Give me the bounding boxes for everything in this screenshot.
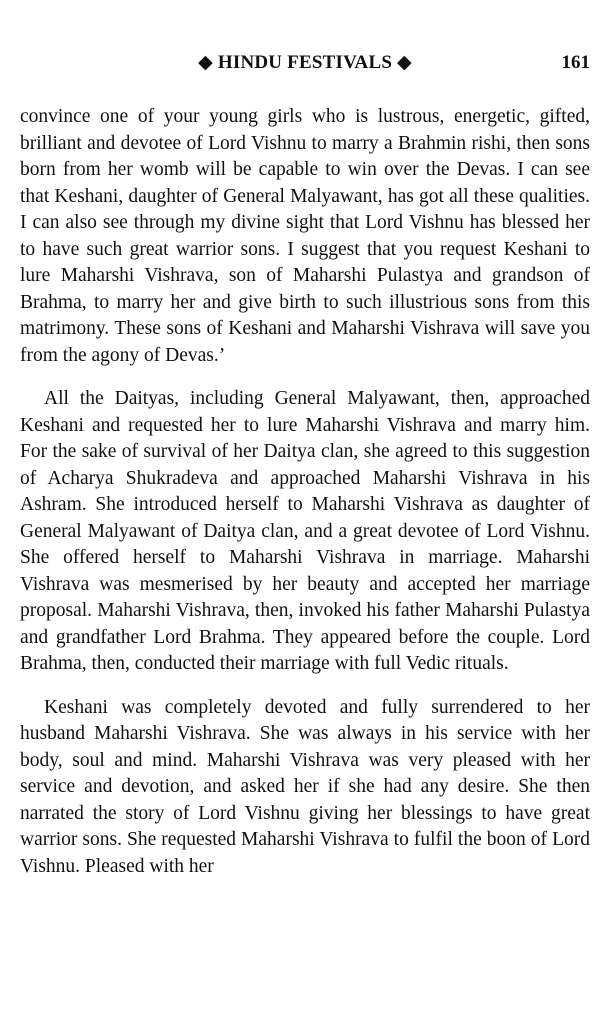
running-header <box>20 50 590 76</box>
paragraph: All the Daityas, including General Malyawant, then, approached Keshani and requested her to lure Maharshi Vishrava and marry him. For the sake of survival of her Daitya clan, she agreed to this suggestion of Acharya Shukradeva and approached Maharshi Vishrava in his Ashram. She introduced herself to Maharshi Vishrava as daughter of General Malyawant of Daitya clan, and a great devotee of Lord Vishnu. She offered herself to Maharshi Vishrava in marriage. Maharshi Vishrava was mesmerised by her beauty and accepted her marriage proposal. Maharshi Vishrava, then, invoked his father Maharshi Pulastya and grandfather Lord Brahma. They appeared before the couple. Lord Brahma, then, conducted their marriage with full Vedic rituals. <box>20 388 590 674</box>
paragraph-continued: convince one of your young girls who is lustrous, energetic, gifted, brilliant and devotee of Lord Vishnu to marry a Brahmin rishi, then sons born from her womb will be capable to win over the Devas. I can see that Keshani, daughter of General Malyawant, has got all these qualities. I can also see through my divine sight that Lord Vishnu has blessed her to have such great warrior sons. I suggest that you request Keshani to lure Maharshi Vishrava, son of Maharshi Pulastya and grandson of Brahma, to marry her and give birth to such illustrious sons from this matrimony. These sons of Keshani and Maharshi Vishrava will save you from the agony of Devas.’ <box>20 106 590 366</box>
body-text <box>20 104 590 880</box>
running-title: ◆ HINDU FESTIVALS ◆ <box>198 52 412 73</box>
page-number: 161 <box>561 52 590 73</box>
paragraph: Keshani was completely devoted and fully surrendered to her husband Maharshi Vishrava. She was always in his service with her body, soul and mind. Maharshi Vishrava was very pleased with her service and devotion, and asked her if she had any desire. She then narrated the story of Lord Vishnu giving her blessings to have great warrior sons. She requested Maharshi Vishrava to fulfil the boon of Lord Vishnu. Pleased with her <box>20 696 590 877</box>
